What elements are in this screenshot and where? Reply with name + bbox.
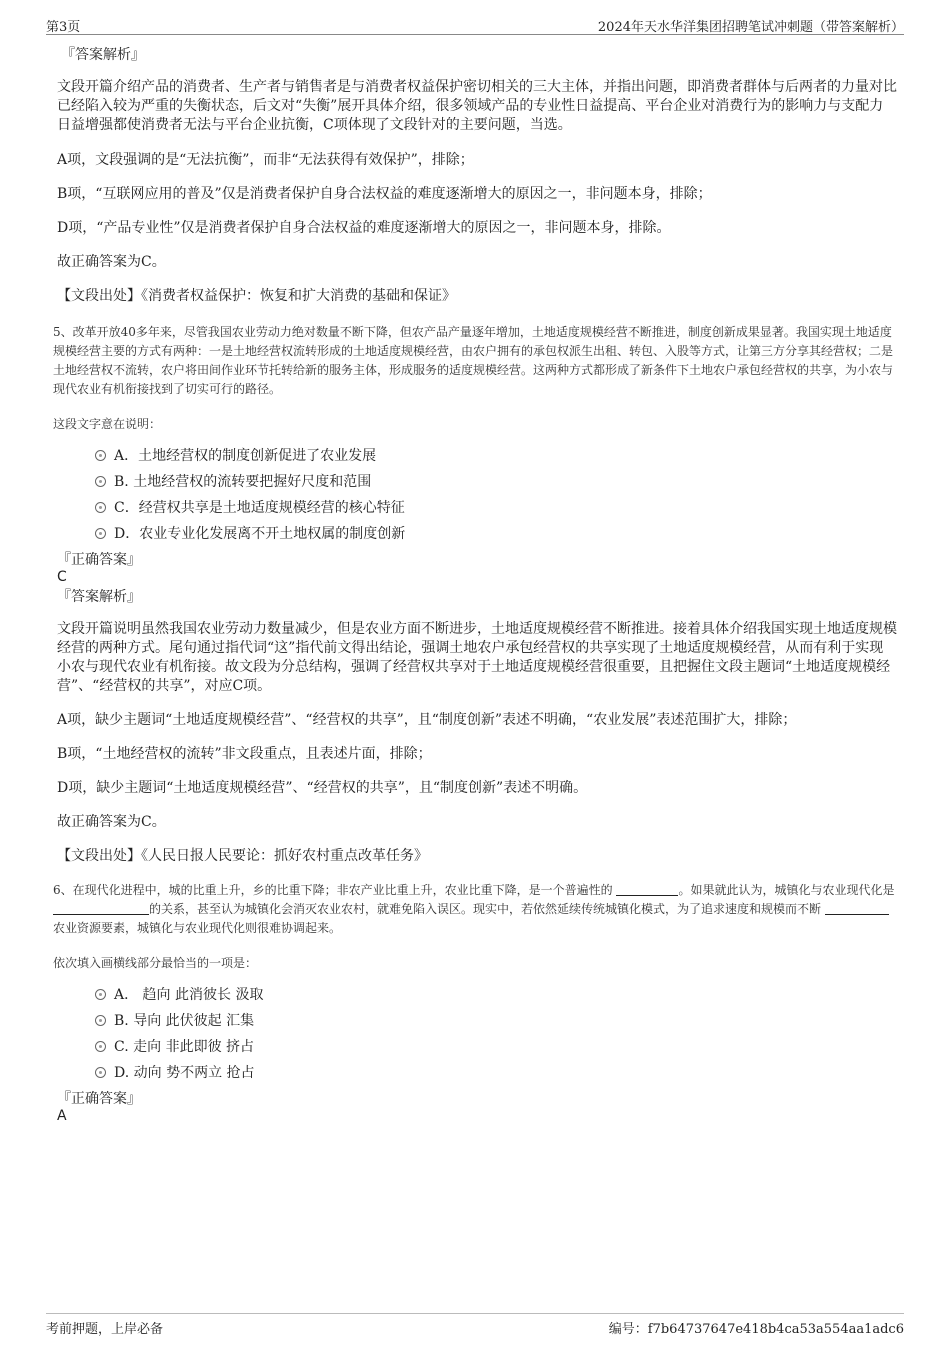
question-6-stem: 6、在现代化进程中，城的比重上升，乡的比重下降；非农产业比重上升，农业比重下降，是一个普遍性的 。如果就此认为，城镇化与农业现代化是 的关系，甚至认为城镇化会消灭农业农村，就难免陷入误区。现实中，若依然延续传统城镇化模式，为了追求速度和规模而不断 农业资源要素，城镇化与农业现代化则很难协调起来。 [53, 883, 895, 935]
analysis-option-b: B项，“互联网应用的普及”仅是消费者保护自身合法权益的难度逐渐增大的原因之一，非问题本身，排除； [57, 186, 712, 202]
option-label: B. 土地经营权的流转要把握好尺度和范围 [114, 474, 372, 490]
question-6-options [95, 982, 897, 1086]
radio-icon[interactable] [95, 502, 106, 513]
radio-icon[interactable] [95, 528, 106, 539]
answer-value: A [57, 1108, 67, 1124]
option-label: A．土地经营权的制度创新促进了农业发展 [114, 448, 377, 464]
source: 【文段出处】《消费者权益保护：恢复和扩大消费的基础和保证》 [57, 288, 456, 304]
conclusion: 故正确答案为C。 [57, 254, 166, 270]
radio-icon[interactable] [95, 1067, 106, 1078]
analysis-option-d: D项，缺少主题词“土地适度规模经营”、“经营权的共享”，且“制度创新”表述不明确。 [57, 780, 588, 796]
option-b[interactable] [95, 469, 897, 495]
radio-icon[interactable] [95, 1041, 106, 1052]
blank-1 [616, 883, 678, 896]
radio-icon[interactable] [95, 1015, 106, 1026]
answer-label: 『正确答案』 [57, 552, 141, 568]
option-label: D．农业专业化发展离不开土地权属的制度创新 [114, 526, 406, 542]
footer-id: 编号：f7b64737647e418b4ca53a554aa1adc6 [608, 1322, 904, 1337]
analysis-option-a: A项，文段强调的是“无法抗衡”，而非“无法获得有效保护”，排除； [57, 152, 474, 168]
analysis-label: 『答案解析』 [61, 47, 145, 63]
conclusion: 故正确答案为C。 [57, 814, 166, 830]
answer-value: C [57, 569, 67, 585]
option-label: C. 走向 非此即彼 挤占 [114, 1039, 255, 1055]
option-d[interactable] [95, 1060, 897, 1086]
option-label: B. 导向 此伏彼起 汇集 [114, 1013, 255, 1029]
page-header [46, 14, 904, 35]
option-label: A． 趋向 此消彼长 汲取 [114, 987, 264, 1003]
page-content [53, 44, 897, 1124]
option-a[interactable] [95, 982, 897, 1008]
blank-2 [53, 902, 149, 915]
option-label: C．经营权共享是土地适度规模经营的核心特征 [114, 500, 405, 516]
blank-3 [825, 902, 889, 915]
analysis-option-b: B项，“土地经营权的流转”非文段重点，且表述片面，排除； [57, 746, 432, 762]
analysis-option-d: D项，“产品专业性”仅是消费者保护自身合法权益的难度逐渐增大的原因之一，非问题本身，排除。 [57, 220, 671, 236]
option-b[interactable] [95, 1008, 897, 1034]
document-title: 2024年天水华洋集团招聘笔试冲刺题（带答案解析） [597, 20, 904, 35]
footer-slogan: 考前押题，上岸必备 [46, 1322, 164, 1337]
answer-label: 『正确答案』 [57, 1091, 141, 1107]
analysis-text: 文段开篇介绍产品的消费者、生产者与销售者是与消费者权益保护密切相关的三大主体，并指出问题，即消费者群体与后两者的力量对比已经陷入较为严重的失衡状态，后文对“失衡”展开具体介绍，很多领域产品的专业性日益提高、平台企业对消费行为的影响力与支配力日益增强都使消费者无法与平台企业抗衡，C项体现了文段针对的主要问题，当选。 [57, 79, 897, 133]
question-5-options [95, 443, 897, 547]
analysis-text: 文段开篇说明虽然我国农业劳动力数量减少，但是农业方面不断进步，土地适度规模经营不断推进。接着具体介绍我国实现土地适度规模经营的两种方式。尾句通过指代词“这”指代前文得出结论，强调土地农户承包经营权的共享实现了土地适度规模经营，从而有利于实现小农与现代农业有机衔接。故文段为分总结构，强调了经营权共享对于土地适度规模经营很重要，且把握住文段主题词“土地适度规模经营”、“经营权的共享”，对应C项。 [57, 621, 897, 694]
question-5-stem: 5、改革开放40多年来，尽管我国农业劳动力绝对数量不断下降，但农产品产量逐年增加，土地适度规模经营不断推进，制度创新成果显著。我国实现土地适度规模经营主要的方式有两种：一是土地经营权流转形成的土地适度规模经营，由农户拥有的承包权派生出租、转包、入股等方式，让第三方分享其经营权；二是土地经营权不流转，农户将田间作业环节托转给新的服务主体，形成服务的适度规模经营。这两种方式都形成了新条件下土地农户承包经营权的共享，为小农与现代农业有机衔接找到了切实可行的路径。 [53, 325, 894, 396]
option-a[interactable] [95, 443, 897, 469]
question-5-prompt: 这段文字意在说明： [53, 417, 162, 431]
page-footer [46, 1313, 904, 1336]
option-c[interactable] [95, 1034, 897, 1060]
radio-icon[interactable] [95, 989, 106, 1000]
source: 【文段出处】《人民日报人民要论：抓好农村重点改革任务》 [57, 848, 428, 864]
radio-icon[interactable] [95, 450, 106, 461]
option-label: D. 动向 势不两立 抢占 [114, 1065, 255, 1081]
question-6-prompt: 依次填入画横线部分最恰当的一项是： [53, 956, 258, 970]
analysis-label: 『答案解析』 [57, 589, 141, 605]
analysis-option-a: A项，缺少主题词“土地适度规模经营”、“经营权的共享”，且“制度创新”表述不明确，“农业发展”表述范围扩大，排除； [57, 712, 797, 728]
radio-icon[interactable] [95, 476, 106, 487]
option-c[interactable] [95, 495, 897, 521]
page-number: 第3页 [46, 20, 81, 35]
option-d[interactable] [95, 521, 897, 547]
